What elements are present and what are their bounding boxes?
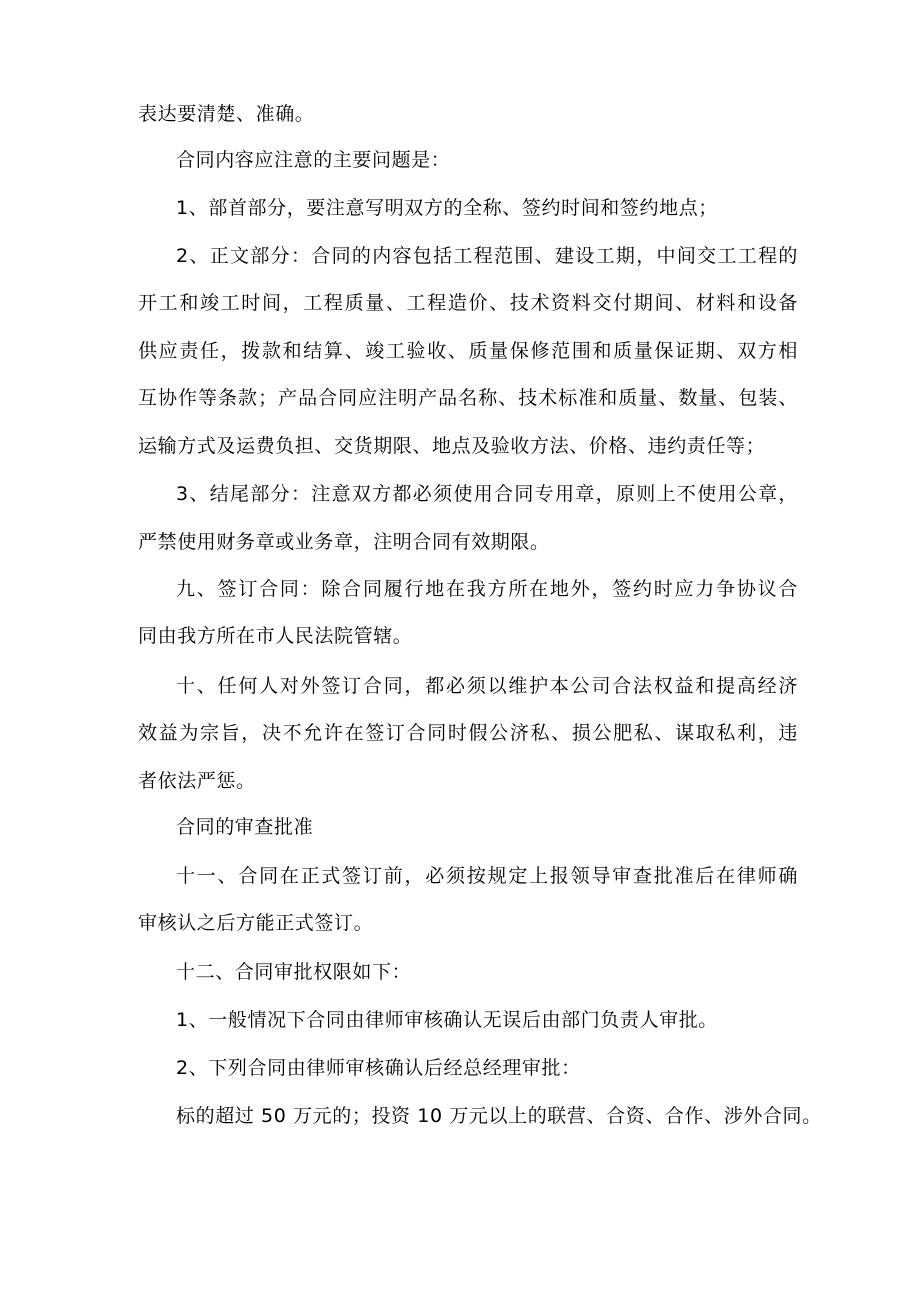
paragraph-line: 效益为宗旨，决不允许在签订合同时假公济私、损公肥私、谋取私利，违 xyxy=(138,722,798,744)
paragraph-line: 开工和竣工时间，工程质量、工程造价、技术资料交付期间、材料和设备 xyxy=(138,292,798,314)
section-heading: 合同的审查批准 xyxy=(176,816,314,838)
paragraph-line: 十一、合同在正式签订前，必须按规定上报领导审查批准后在律师确 xyxy=(176,865,798,887)
paragraph-line: 同由我方所在市人民法院管辖。 xyxy=(138,625,413,647)
paragraph-line: 十二、合同审批权限如下： xyxy=(176,961,412,983)
paragraph-line: 九、签订合同：除合同履行地在我方所在地外，签约时应力争协议合 xyxy=(176,578,798,600)
paragraph-line: 者依法严惩。 xyxy=(138,770,256,792)
paragraph-line: 1、部首部分，要注意写明双方的全称、签约时间和签约地点； xyxy=(176,197,718,219)
paragraph-line: 十、任何人对外签订合同，都必须以维护本公司合法权益和提高经济 xyxy=(176,675,798,697)
paragraph-line: 2、下列合同由律师审核确认后经总经理审批： xyxy=(176,1057,581,1079)
paragraph-line: 3、结尾部分：注意双方都必须使用合同专用章，原则上不使用公章， xyxy=(176,483,798,505)
paragraph-line: 表达要清楚、准确。 xyxy=(138,103,315,125)
paragraph-line: 标的超过 50 万元的；投资 10 万元以上的联营、合资、合作、涉外合同。 xyxy=(176,1105,822,1127)
paragraph-line: 供应责任，拨款和结算、竣工验收、质量保修范围和质量保证期、双方相 xyxy=(138,340,798,362)
paragraph-line: 审核认之后方能正式签订。 xyxy=(138,912,374,934)
paragraph-line: 互协作等条款；产品合同应注明产品名称、技术标准和质量、数量、包装、 xyxy=(138,387,798,409)
paragraph-line: 2、正文部分：合同的内容包括工程范围、建设工期，中间交工工程的 xyxy=(176,245,798,267)
paragraph-line: 1、一般情况下合同由律师审核确认无误后由部门负责人审批。 xyxy=(176,1009,718,1031)
paragraph-line: 合同内容应注意的主要问题是： xyxy=(176,149,451,171)
paragraph-line: 严禁使用财务章或业务章，注明合同有效期限。 xyxy=(138,531,550,553)
paragraph-line: 运输方式及运费负担、交货期限、地点及验收方法、价格、违约责任等； xyxy=(138,435,766,457)
